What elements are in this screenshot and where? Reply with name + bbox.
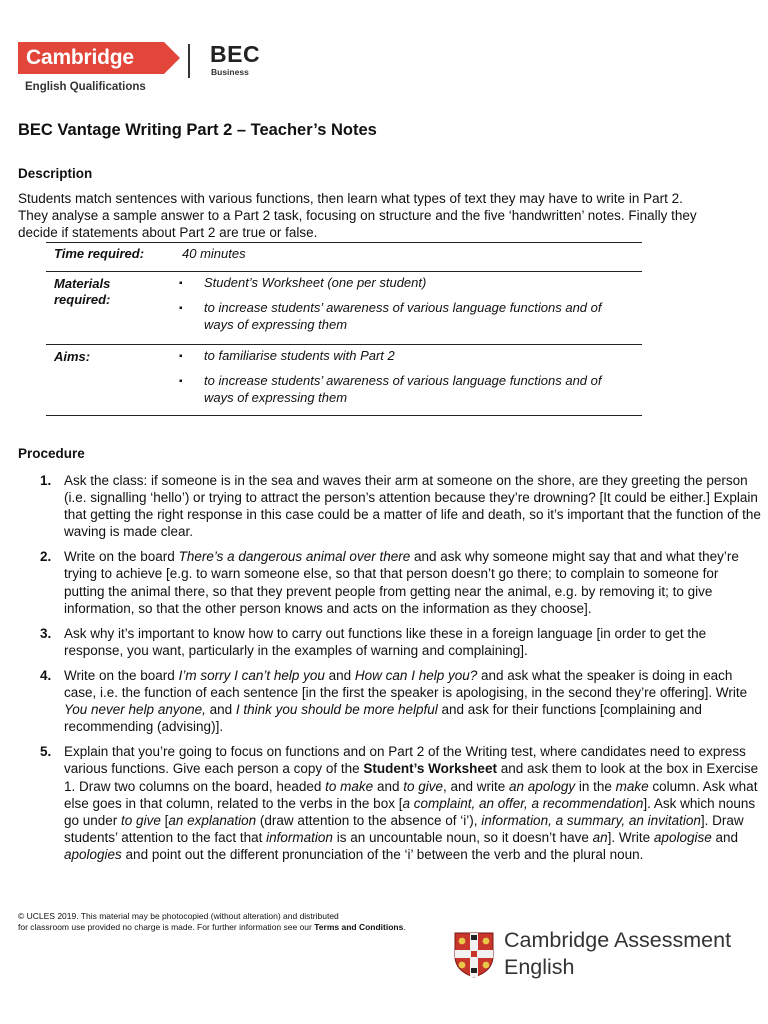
bec-logo-text: BEC: [210, 41, 261, 67]
university-shield-icon: [454, 932, 494, 978]
procedure-item: [18, 625, 762, 659]
item-text: Write on the board I’m sorry I can’t help you and How can I help you? and ask what the speaker is doing in each case, i.e. the function of each sentence [in the first the speaker is apologising, in the second they’re offering]. Write You never help anyone, and I think you should be more helpful and ask for their functions [complaining and recommending (advising)].: [64, 667, 748, 735]
item-number: 4.: [40, 667, 52, 683]
bullet-icon: ▪: [179, 303, 183, 314]
logo-divider: [188, 44, 190, 78]
materials-label-line: required:: [54, 292, 111, 307]
materials-item: Student’s Worksheet (one per student): [204, 275, 427, 290]
procedure-item: [18, 472, 762, 540]
aims-label: Aims:: [54, 349, 91, 364]
time-value: 40 minutes: [182, 246, 246, 261]
aims-item: to familiarise students with Part 2: [204, 348, 395, 363]
materials-label: [54, 276, 110, 308]
item-number: 2.: [40, 549, 52, 565]
item-number: 3.: [40, 625, 52, 641]
bullet-icon: ▪: [179, 278, 183, 289]
bullet-icon: ▪: [179, 376, 183, 387]
page-title: BEC Vantage Writing Part 2 – Teacher’s Notes: [18, 121, 377, 139]
item-number: 5.: [40, 744, 52, 760]
description-heading: Description: [18, 166, 93, 181]
bullet-icon: ▪: [179, 351, 183, 362]
cambridge-logo-badge: [18, 42, 164, 74]
materials-label-line: Materials: [54, 276, 111, 291]
item-text: Write on the board There’s a dangerous animal over there and ask why someone might say that and what they’re trying to achieve [e.g. to warn someone else, so that that person doesn’t go there; to complain to someone for putting the animal there, so that they prevent people from getting near the animal, e.g. by removing it; to give information, so that the other person knows and acts on the information as they choose].: [64, 549, 739, 616]
cambridge-assessment-logo: [454, 930, 754, 982]
assessment-logo-line2: English: [504, 955, 575, 979]
cambridge-logo-text: Cambridge: [26, 46, 134, 69]
description-text: [18, 190, 762, 241]
cambridge-bec-logo: [18, 42, 268, 98]
item-text: Ask the class: if someone is in the sea and waves their arm at someone on the shore, are they greeting the person (i.e. signalling ‘hello’) or trying to attract the person’s attention because they’re drowning? [It could be either.] Explain that getting the right response in this case could be a matter of life and death, so it’s important that the function of the waving is made clear.: [64, 473, 761, 540]
procedure-item: [18, 548, 762, 616]
description-line: They analyse a sample answer to a Part 2 task, focusing on structure and the five ‘handwritten’ notes. Finally they: [18, 208, 697, 223]
english-qualifications-text: English Qualifications: [25, 81, 146, 93]
description-line: Students match sentences with various functions, then learn what types of text they may have to write in Part 2.: [18, 191, 683, 206]
time-row: [46, 242, 642, 271]
procedure-item: [18, 743, 762, 863]
materials-row: [46, 271, 642, 344]
info-table: [46, 242, 642, 416]
procedure-list: [18, 472, 762, 871]
business-text: Business: [211, 67, 249, 77]
copyright-footer: [18, 911, 406, 933]
materials-item: to increase students’ awareness of various language functions and of ways of expressing them: [204, 300, 602, 332]
procedure-item: [18, 667, 762, 735]
description-line: decide if statements about Part 2 are true or false.: [18, 225, 318, 240]
terms-link[interactable]: Terms and Conditions: [314, 922, 404, 932]
time-label: Time required:: [54, 246, 145, 261]
assessment-logo-line1: Cambridge Assessment: [504, 928, 732, 952]
item-text: Ask why it’s important to know how to carry out functions like these in a foreign language [in order to get the response, you want, particularly in the examples of warning and complaining].: [64, 625, 707, 658]
procedure-heading: Procedure: [18, 446, 85, 461]
item-number: 1.: [40, 473, 52, 488]
aims-item: to increase students’ awareness of various language functions and of ways of expressing them: [204, 373, 602, 405]
aims-row: [46, 344, 642, 416]
footer-line: for classroom use provided no charge is made. For further information see our Terms and Conditions.: [18, 922, 406, 932]
item-text: Explain that you’re going to focus on functions and on Part 2 of the Writing test, where candidates need to express various functions. Give each person a copy of the Student’s Worksheet and ask them to look at the box in Exercise 1. Draw two columns on the board, headed to make and to give, and write an apology in the make column. Ask what else goes in that column, related to the verbs in the box [a complaint, an offer, a recommendation]. Ask which nouns go under to give [an explanation (draw attention to the absence of ‘i’), information, a summary, an invitation]. Draw students’ attention to the fact that information is an uncountable noun, so it doesn’t have an]. Write apologise and apologies and point out the different pronunciation of the ‘i’ between the verb and the plural noun.: [64, 744, 759, 862]
footer-line: © UCLES 2019. This material may be photocopied (without alteration) and distributed: [18, 911, 339, 921]
